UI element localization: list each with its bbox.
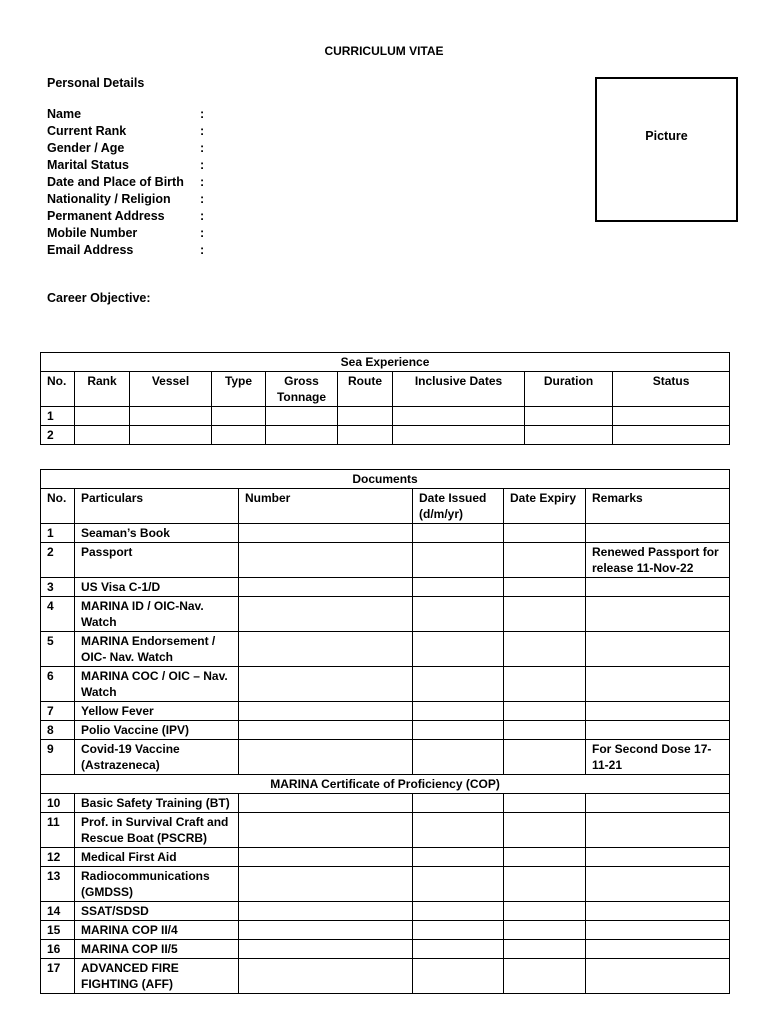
table-cell: MARINA ID / OIC-Nav. Watch xyxy=(75,597,239,632)
personal-field-row xyxy=(47,242,267,259)
table-cell xyxy=(504,921,586,940)
personal-field-label: Mobile Number xyxy=(47,226,138,240)
documents-col-header: Date Issued (d/m/yr) xyxy=(413,489,504,524)
table-cell xyxy=(504,848,586,867)
table-cell: MARINA COP II/4 xyxy=(75,921,239,940)
table-cell xyxy=(504,702,586,721)
table-cell: SSAT/SDSD xyxy=(75,902,239,921)
table-cell xyxy=(525,426,613,445)
table-cell xyxy=(239,813,413,848)
document-row xyxy=(41,543,730,578)
cop-row xyxy=(41,794,730,813)
table-cell: 13 xyxy=(41,867,75,902)
personal-field-colon: : xyxy=(200,175,205,189)
table-cell xyxy=(239,959,413,994)
documents-col-header: Remarks xyxy=(586,489,730,524)
table-cell xyxy=(239,940,413,959)
sea-experience-col-header: Duration xyxy=(525,372,613,407)
table-cell xyxy=(504,794,586,813)
table-cell xyxy=(239,524,413,543)
table-cell: MARINA COC / OIC – Nav. Watch xyxy=(75,667,239,702)
table-cell xyxy=(266,407,338,426)
table-cell: 11 xyxy=(41,813,75,848)
table-cell xyxy=(586,867,730,902)
document-row xyxy=(41,702,730,721)
sea-experience-col-header: Status xyxy=(613,372,730,407)
table-cell: 2 xyxy=(41,426,75,445)
table-cell xyxy=(413,902,504,921)
personal-field-label: Nationality / Religion xyxy=(47,192,171,206)
table-cell: MARINA Endorsement / OIC- Nav. Watch xyxy=(75,632,239,667)
table-cell xyxy=(504,813,586,848)
table-cell xyxy=(586,597,730,632)
table-cell: Basic Safety Training (BT) xyxy=(75,794,239,813)
table-cell xyxy=(413,578,504,597)
document-row xyxy=(41,667,730,702)
table-cell: 4 xyxy=(41,597,75,632)
table-cell xyxy=(413,921,504,940)
table-cell: 2 xyxy=(41,543,75,578)
table-cell xyxy=(393,407,525,426)
cop-row xyxy=(41,902,730,921)
table-cell xyxy=(525,407,613,426)
table-cell xyxy=(130,407,212,426)
table-cell xyxy=(586,721,730,740)
table-cell: 16 xyxy=(41,940,75,959)
personal-field-row xyxy=(47,106,267,123)
table-cell xyxy=(504,578,586,597)
documents-col-header: No. xyxy=(41,489,75,524)
table-cell xyxy=(413,524,504,543)
table-cell xyxy=(413,813,504,848)
personal-field-label: Marital Status xyxy=(47,158,129,172)
cop-row xyxy=(41,867,730,902)
table-cell xyxy=(586,902,730,921)
table-cell xyxy=(586,794,730,813)
personal-field-row xyxy=(47,208,267,225)
table-cell: US Visa C-1/D xyxy=(75,578,239,597)
table-cell xyxy=(413,632,504,667)
personal-field-label: Email Address xyxy=(47,243,134,257)
table-cell xyxy=(413,848,504,867)
personal-field-colon: : xyxy=(200,107,205,121)
personal-field-colon: : xyxy=(200,141,205,155)
table-cell xyxy=(586,578,730,597)
table-cell: Prof. in Survival Craft and Rescue Boat (PSCRB) xyxy=(75,813,239,848)
table-cell: Radiocommunications (GMDSS) xyxy=(75,867,239,902)
cop-row xyxy=(41,848,730,867)
sea-experience-row xyxy=(41,426,730,445)
personal-field-row xyxy=(47,174,267,191)
table-cell xyxy=(504,959,586,994)
sea-experience-table xyxy=(40,352,730,445)
personal-field-row xyxy=(47,140,267,157)
table-cell: 9 xyxy=(41,740,75,775)
table-cell xyxy=(504,524,586,543)
table-cell: 3 xyxy=(41,578,75,597)
sea-experience-col-header: Route xyxy=(338,372,393,407)
document-row xyxy=(41,597,730,632)
table-cell xyxy=(413,867,504,902)
table-cell: 1 xyxy=(41,524,75,543)
document-row xyxy=(41,578,730,597)
page-title: CURRICULUM VITAE xyxy=(324,44,444,58)
table-cell xyxy=(413,702,504,721)
table-cell xyxy=(239,543,413,578)
table-cell xyxy=(266,426,338,445)
table-cell xyxy=(413,597,504,632)
table-cell xyxy=(338,407,393,426)
documents-col-header: Number xyxy=(239,489,413,524)
table-cell xyxy=(586,667,730,702)
table-cell xyxy=(239,848,413,867)
table-cell: Yellow Fever xyxy=(75,702,239,721)
table-cell xyxy=(413,543,504,578)
table-cell xyxy=(504,667,586,702)
table-cell xyxy=(413,740,504,775)
table-cell xyxy=(393,426,525,445)
table-cell xyxy=(504,867,586,902)
table-cell xyxy=(413,721,504,740)
personal-details-heading: Personal Details xyxy=(47,76,145,90)
table-cell: 5 xyxy=(41,632,75,667)
table-cell xyxy=(239,721,413,740)
table-cell xyxy=(75,407,130,426)
cop-row xyxy=(41,959,730,994)
personal-field-row xyxy=(47,157,267,174)
personal-field-colon: : xyxy=(200,226,205,240)
personal-field-label: Name xyxy=(47,107,82,121)
picture-placeholder xyxy=(595,77,738,222)
table-cell xyxy=(239,632,413,667)
personal-field-row xyxy=(47,225,267,242)
table-cell xyxy=(239,921,413,940)
table-cell: Medical First Aid xyxy=(75,848,239,867)
personal-field-colon: : xyxy=(200,192,205,206)
document-row xyxy=(41,721,730,740)
sea-experience-title: Sea Experience xyxy=(41,353,730,372)
sea-experience-row xyxy=(41,407,730,426)
table-cell xyxy=(239,740,413,775)
table-cell xyxy=(413,940,504,959)
table-cell: For Second Dose 17-11-21 xyxy=(586,740,730,775)
personal-field-colon: : xyxy=(200,158,205,172)
sea-experience-col-header: Gross Tonnage xyxy=(266,372,338,407)
document-row xyxy=(41,740,730,775)
table-cell xyxy=(239,902,413,921)
table-cell xyxy=(504,940,586,959)
table-cell: 7 xyxy=(41,702,75,721)
sea-experience-col-header: Rank xyxy=(75,372,130,407)
table-cell: ADVANCED FIRE FIGHTING (AFF) xyxy=(75,959,239,994)
documents-table xyxy=(40,469,730,994)
table-cell: 10 xyxy=(41,794,75,813)
table-cell: 17 xyxy=(41,959,75,994)
personal-field-row xyxy=(47,191,267,208)
personal-field-colon: : xyxy=(200,243,205,257)
table-cell xyxy=(239,597,413,632)
table-cell xyxy=(586,813,730,848)
table-cell xyxy=(586,632,730,667)
table-cell xyxy=(413,794,504,813)
table-cell xyxy=(613,407,730,426)
sea-experience-col-header: Type xyxy=(212,372,266,407)
table-cell: Passport xyxy=(75,543,239,578)
cop-row xyxy=(41,921,730,940)
table-cell xyxy=(586,959,730,994)
table-cell xyxy=(504,740,586,775)
personal-field-label: Gender / Age xyxy=(47,141,125,155)
table-cell xyxy=(586,702,730,721)
table-cell: 8 xyxy=(41,721,75,740)
table-cell xyxy=(613,426,730,445)
personal-field-label: Current Rank xyxy=(47,124,127,138)
table-cell: MARINA COP II/5 xyxy=(75,940,239,959)
table-cell xyxy=(239,667,413,702)
cop-row xyxy=(41,940,730,959)
table-cell xyxy=(413,667,504,702)
documents-col-header: Date Expiry xyxy=(504,489,586,524)
table-cell xyxy=(75,426,130,445)
table-cell xyxy=(212,426,266,445)
table-cell xyxy=(239,578,413,597)
personal-field-colon: : xyxy=(200,124,205,138)
sea-experience-col-header: Inclusive Dates xyxy=(393,372,525,407)
sea-experience-col-header: Vessel xyxy=(130,372,212,407)
personal-field-colon: : xyxy=(200,209,205,223)
table-cell xyxy=(212,407,266,426)
table-cell xyxy=(239,867,413,902)
table-cell: 1 xyxy=(41,407,75,426)
table-cell xyxy=(130,426,212,445)
table-cell xyxy=(413,959,504,994)
table-cell: Polio Vaccine (IPV) xyxy=(75,721,239,740)
table-cell: Renewed Passport for release 11-Nov-22 xyxy=(586,543,730,578)
documents-col-header: Particulars xyxy=(75,489,239,524)
document-row xyxy=(41,632,730,667)
table-cell: Covid-19 Vaccine (Astrazeneca) xyxy=(75,740,239,775)
career-objective-heading: Career Objective: xyxy=(47,291,151,305)
sea-experience-header-row xyxy=(41,372,730,407)
table-cell xyxy=(586,940,730,959)
table-cell xyxy=(504,632,586,667)
table-cell xyxy=(504,902,586,921)
table-cell: Seaman’s Book xyxy=(75,524,239,543)
cop-section-title: MARINA Certificate of Proficiency (COP) xyxy=(41,775,730,794)
personal-field-label: Date and Place of Birth xyxy=(47,175,184,189)
table-cell xyxy=(338,426,393,445)
table-cell xyxy=(504,597,586,632)
table-cell xyxy=(239,702,413,721)
table-cell xyxy=(586,524,730,543)
table-cell: 14 xyxy=(41,902,75,921)
picture-label: Picture xyxy=(645,129,688,143)
sea-experience-col-header: No. xyxy=(41,372,75,407)
table-cell: 12 xyxy=(41,848,75,867)
table-cell xyxy=(586,848,730,867)
cop-section-row xyxy=(41,775,730,794)
document-row xyxy=(41,524,730,543)
table-cell xyxy=(504,721,586,740)
personal-field-row xyxy=(47,123,267,140)
cop-row xyxy=(41,813,730,848)
documents-title: Documents xyxy=(41,470,730,489)
table-cell xyxy=(586,921,730,940)
table-cell xyxy=(504,543,586,578)
personal-field-label: Permanent Address xyxy=(47,209,165,223)
table-cell: 6 xyxy=(41,667,75,702)
table-cell: 15 xyxy=(41,921,75,940)
documents-header-row xyxy=(41,489,730,524)
table-cell xyxy=(239,794,413,813)
